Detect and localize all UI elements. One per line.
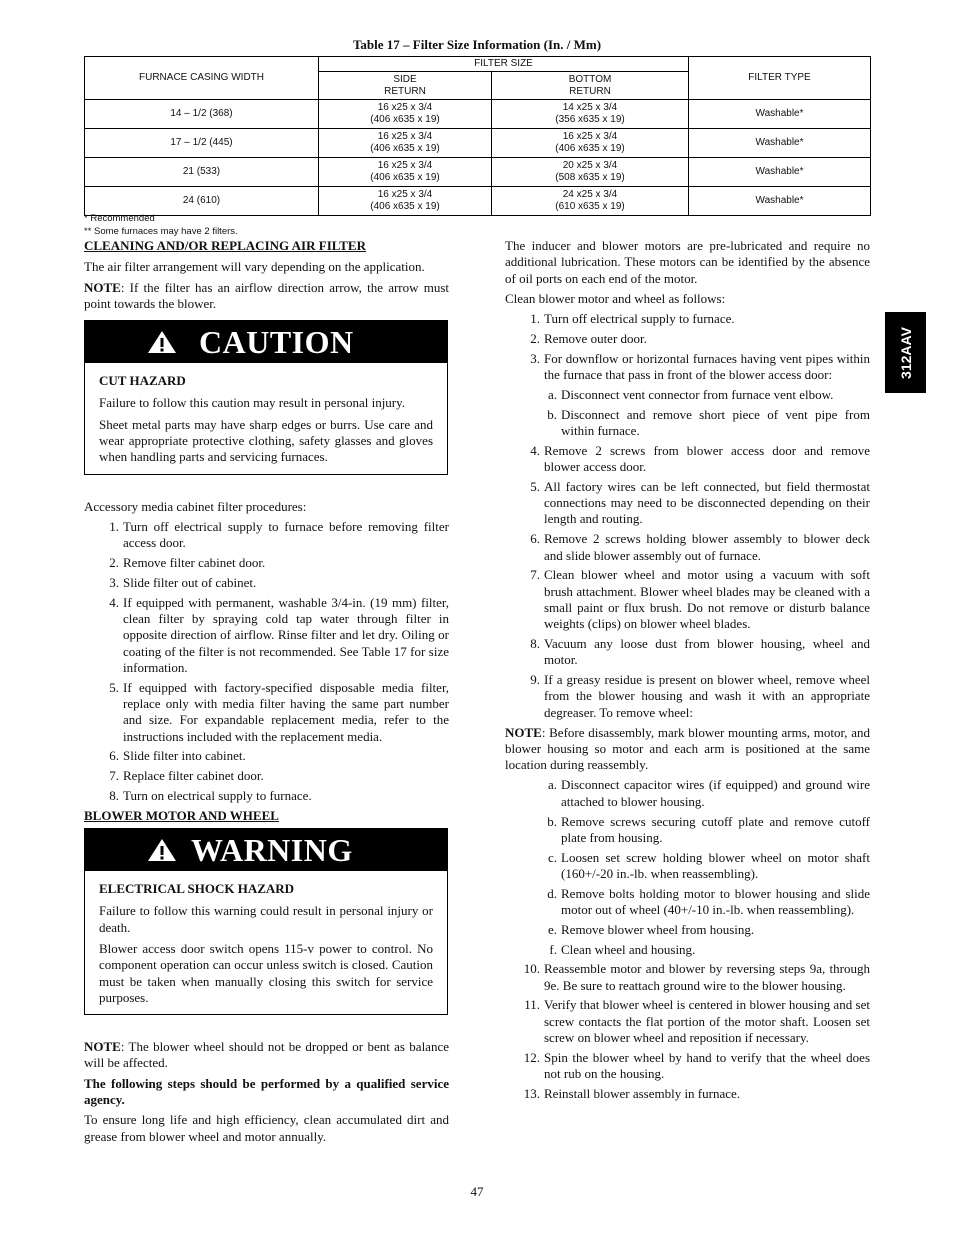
accessory-steps-list <box>84 519 449 804</box>
step-number: 6. <box>530 531 540 547</box>
list-item <box>109 574 449 591</box>
list-item <box>109 679 449 745</box>
sub-list-item <box>547 849 870 883</box>
disassembly-note <box>505 725 870 774</box>
cell-width: 24 (610) <box>85 187 319 216</box>
step-text: If equipped with permanent, washable 3/4-in. (19 mm) filter, clean filter by spraying cold tap water through filter in opposite direction of airflow. Rinse filter and let dry. Oiling or coating of the filter is not recommended. See Table 17 for size information. <box>123 594 449 675</box>
table-row <box>85 187 871 216</box>
step-text: Turn on electrical supply to furnace. <box>123 787 312 803</box>
caution-hazard-title: CUT HAZARD <box>99 373 186 389</box>
step-number: 1. <box>109 518 119 534</box>
step-number: 1. <box>530 311 540 327</box>
maintenance-paragraph: To ensure long life and high efficiency, clean accumulated dirt and grease from blower wheel and motor annually. <box>84 1112 449 1144</box>
step-text: Remove 2 screws holding blower assembly to blower deck and slide blower assembly out of furnace. <box>544 531 870 563</box>
cell-bottom: 16 x25 x 3/4 (406 x635 x 19) <box>492 129 689 158</box>
list-item <box>109 518 449 552</box>
step-text: Remove screws securing cutoff plate and remove cutoff plate from housing. <box>561 813 870 845</box>
step-number: 5. <box>530 478 540 494</box>
blower-note <box>84 1039 449 1072</box>
cell-side: 16 x25 x 3/4 (406 x635 x 19) <box>319 129 492 158</box>
step-text: Reinstall blower assembly in furnace. <box>544 1085 741 1101</box>
step-number: a. <box>547 777 557 793</box>
note-text: : Before disassembly, mark blower mounting arms, motor, and blower housing so motor and each arm is positioned at the same location during reassembly. <box>505 724 870 773</box>
cell-bottom: 14 x25 x 3/4 (356 x635 x 19) <box>492 100 689 129</box>
step-text: Slide filter out of cabinet. <box>123 574 257 590</box>
list-item <box>523 1085 870 1102</box>
filter-size-table <box>84 56 871 216</box>
model-side-tab <box>885 312 926 393</box>
cell-width: 17 – 1/2 (445) <box>85 129 319 158</box>
step-number: 4. <box>109 594 119 610</box>
list-item <box>523 961 870 994</box>
step-text: All factory wires can be left connected, but field thermostat connections may need to be disconnected depending on their length and routing. <box>544 478 870 527</box>
filter-section-heading: CLEANING AND/OR REPLACING AIR FILTER <box>84 238 366 253</box>
step-text: Remove filter cabinet door. <box>123 555 266 571</box>
step-number: 9. <box>530 672 540 688</box>
step-number: c. <box>547 849 557 865</box>
warning-text-2: Blower access door switch opens 115-v power to control. No component operation can occur unless switch is closed. Caution must be taken when manually closing this switch for service purposes. <box>99 940 433 1005</box>
step-text: Remove blower wheel from housing. <box>561 921 755 937</box>
list-item <box>530 311 870 327</box>
step-text: If equipped with factory-specified disposable media filter, replace only with media filter having the same part number and size. For expandable replacement media, refer to the instructions included with the replacement media. <box>123 679 449 744</box>
list-item <box>530 567 870 632</box>
header-side-return: SIDE RETURN <box>319 72 492 100</box>
list-item <box>530 672 870 721</box>
step-number: 4. <box>530 442 540 458</box>
cell-bottom: 20 x25 x 3/4 (508 x635 x 19) <box>492 158 689 187</box>
list-item <box>530 350 870 384</box>
list-item <box>109 748 449 764</box>
header-bottom-return: BOTTOM RETURN <box>492 72 689 100</box>
step-number: 13. <box>523 1085 540 1101</box>
step-text: Clean blower wheel and motor using a vacuum with soft brush attachment. Blower wheel blades may be cleaned with a small paint or flux brush. Do not remove or disturb balance weights (clips) on blower wheel blades. <box>544 567 870 632</box>
cell-side: 16 x25 x 3/4 (406 x635 x 19) <box>319 187 492 216</box>
step-number: 8. <box>530 636 540 652</box>
header-casing-width: FURNACE CASING WIDTH <box>85 57 319 100</box>
model-label: 312AAV <box>897 326 914 379</box>
qualified-agency-statement: The following steps should be performed by a qualified service agency. <box>84 1075 449 1107</box>
cell-type: Washable* <box>689 100 871 129</box>
cell-type: Washable* <box>689 158 871 187</box>
step-number: e. <box>547 921 557 937</box>
step-number: 2. <box>530 330 540 346</box>
caution-banner <box>85 321 447 363</box>
step-text: Turn off electrical supply to furnace before removing filter access door. <box>123 518 449 551</box>
list-item <box>530 442 870 476</box>
warning-hazard-title: ELECTRICAL SHOCK HAZARD <box>99 881 295 897</box>
step9-substeps-list <box>505 777 870 957</box>
caution-text-2: Sheet metal parts may have sharp edges or burrs. Use care and wear appropriate protective clothing, safety glasses and gloves when handling parts and servicing furnaces. <box>99 416 433 465</box>
footnote-two-filters: ** Some furnaces may have 2 filters. <box>84 226 238 237</box>
note-label: NOTE <box>84 279 121 295</box>
step-text: Spin the blower wheel by hand to verify that the wheel does not rub on the housing. <box>544 1049 870 1082</box>
step-text: Turn off electrical supply to furnace. <box>544 311 735 327</box>
step-text: If a greasy residue is present on blower wheel, remove wheel from the blower housing and wash it with an appropriate degreaser. To remove wheel: <box>544 672 870 720</box>
right-column <box>505 238 870 1106</box>
cell-width: 21 (533) <box>85 158 319 187</box>
blower-steps-list-1 <box>505 311 870 383</box>
list-item <box>109 594 449 676</box>
warning-text-1: Failure to follow this warning could result in personal injury or death. <box>99 903 433 935</box>
step-number: 3. <box>109 574 119 590</box>
list-item <box>109 555 449 571</box>
cell-type: Washable* <box>689 187 871 216</box>
step-text: Remove outer door. <box>544 330 647 346</box>
step3-substeps-list <box>505 387 870 439</box>
step-number: 6. <box>109 748 119 764</box>
warning-box <box>84 828 448 1015</box>
alert-triangle-icon <box>147 838 177 862</box>
list-item <box>524 997 870 1046</box>
step-text: Slide filter into cabinet. <box>123 748 246 764</box>
table-row <box>85 158 871 187</box>
list-item <box>109 768 449 784</box>
step-number: b. <box>547 406 557 422</box>
step-text: Disconnect vent connector from furnace vent elbow. <box>561 386 834 402</box>
header-filter-type: FILTER TYPE <box>689 57 871 100</box>
sub-list-item <box>547 777 870 810</box>
list-item <box>530 478 870 528</box>
cell-type: Washable* <box>689 129 871 158</box>
step-number: 3. <box>530 350 540 366</box>
note-label: NOTE <box>505 724 542 740</box>
accessory-intro: Accessory media cabinet filter procedures: <box>84 498 307 514</box>
step-text: Clean wheel and housing. <box>561 941 696 957</box>
header-filter-size: FILTER SIZE <box>319 57 689 72</box>
table-row <box>85 100 871 129</box>
sub-list-item <box>547 386 870 403</box>
step-text: Remove 2 screws from blower access door and remove blower access door. <box>544 442 870 475</box>
warning-title: WARNING <box>191 831 353 868</box>
filter-paragraph: The air filter arrangement will vary depending on the application. <box>84 259 425 275</box>
step-number: 2. <box>109 555 119 571</box>
sub-list-item <box>547 921 870 938</box>
step-text: Verify that blower wheel is centered in blower housing and set screw contacts the flat portion of the motor shaft. Loosen set screw on blower wheel and reposition if necessary. <box>544 997 870 1046</box>
sub-list-item <box>547 813 870 847</box>
left-column <box>84 238 449 1149</box>
page-number: 47 <box>470 1184 484 1199</box>
caution-title: CAUTION <box>199 324 354 361</box>
step-number: a. <box>547 386 557 402</box>
step-number: b. <box>547 813 557 829</box>
step-text: Replace filter cabinet door. <box>123 768 264 784</box>
footnote-recommended: * Recommended <box>84 213 155 224</box>
step-number: 5. <box>109 679 119 695</box>
step-text: Disconnect and remove short piece of vent pipe from within furnace. <box>561 406 870 438</box>
step-text: Remove bolts holding motor to blower housing and slide motor out of wheel (40+/-10 in.-lb. when reassembling). <box>561 885 870 917</box>
step-text: For downflow or horizontal furnaces having vent pipes within the furnace that pass in front of the blower access door: <box>544 350 870 383</box>
clean-intro: Clean blower motor and wheel as follows: <box>505 290 726 306</box>
step-number: 8. <box>109 787 119 803</box>
step-text: Disconnect capacitor wires (if equipped) and ground wire attached to blower housing. <box>561 777 870 809</box>
step-number: f. <box>549 941 557 957</box>
blower-steps-list-2 <box>505 443 870 721</box>
cell-side: 16 x25 x 3/4 (406 x635 x 19) <box>319 158 492 187</box>
warning-banner <box>85 829 447 871</box>
step-number: 7. <box>530 567 540 583</box>
step-number: 10. <box>523 961 540 977</box>
note-text: : If the filter has an airflow direction arrow, the arrow must point towards the blower. <box>84 279 449 311</box>
step-number: d. <box>547 885 557 901</box>
filter-note <box>84 280 449 313</box>
blower-steps-list-3 <box>505 961 870 1102</box>
note-text: : The blower wheel should not be dropped or bent as balance will be affected. <box>84 1039 449 1071</box>
list-item <box>530 531 870 564</box>
step-number: 7. <box>109 768 119 784</box>
inducer-paragraph: The inducer and blower motors are pre-lubricated and require no additional lubrication. These motors can be identified by the absence of oil ports on each end of the motor. <box>505 238 870 286</box>
note-label: NOTE <box>84 1039 121 1055</box>
step-text: Vacuum any loose dust from blower housing, wheel and motor. <box>544 636 870 668</box>
caution-text-1: Failure to follow this caution may result in personal injury. <box>99 395 406 411</box>
step-number: 11. <box>524 997 540 1013</box>
step-number: 12. <box>523 1049 540 1065</box>
step-text: Reassemble motor and blower by reversing steps 9a, through 9e. Be sure to reattach ground wire to the blower housing. <box>544 961 870 993</box>
table-row <box>85 129 871 158</box>
caution-box <box>84 320 448 474</box>
sub-list-item <box>547 885 870 919</box>
blower-section-heading: BLOWER MOTOR AND WHEEL <box>84 807 279 823</box>
cell-width: 14 – 1/2 (368) <box>85 100 319 129</box>
sub-list-item <box>547 406 870 440</box>
alert-triangle-icon <box>147 330 177 354</box>
list-item <box>530 330 870 347</box>
cell-side: 16 x25 x 3/4 (406 x635 x 19) <box>319 100 492 129</box>
list-item <box>109 787 449 804</box>
cell-bottom: 24 x25 x 3/4 (610 x635 x 19) <box>492 187 689 216</box>
step-text: Loosen set screw holding blower wheel on motor shaft (160+/-20 in.-lb. when reassembling). <box>561 849 870 881</box>
list-item <box>530 636 870 669</box>
sub-list-item <box>549 941 870 958</box>
list-item <box>523 1049 870 1083</box>
table-caption: Table 17 – Filter Size Information (In. / Mm) <box>352 37 602 52</box>
